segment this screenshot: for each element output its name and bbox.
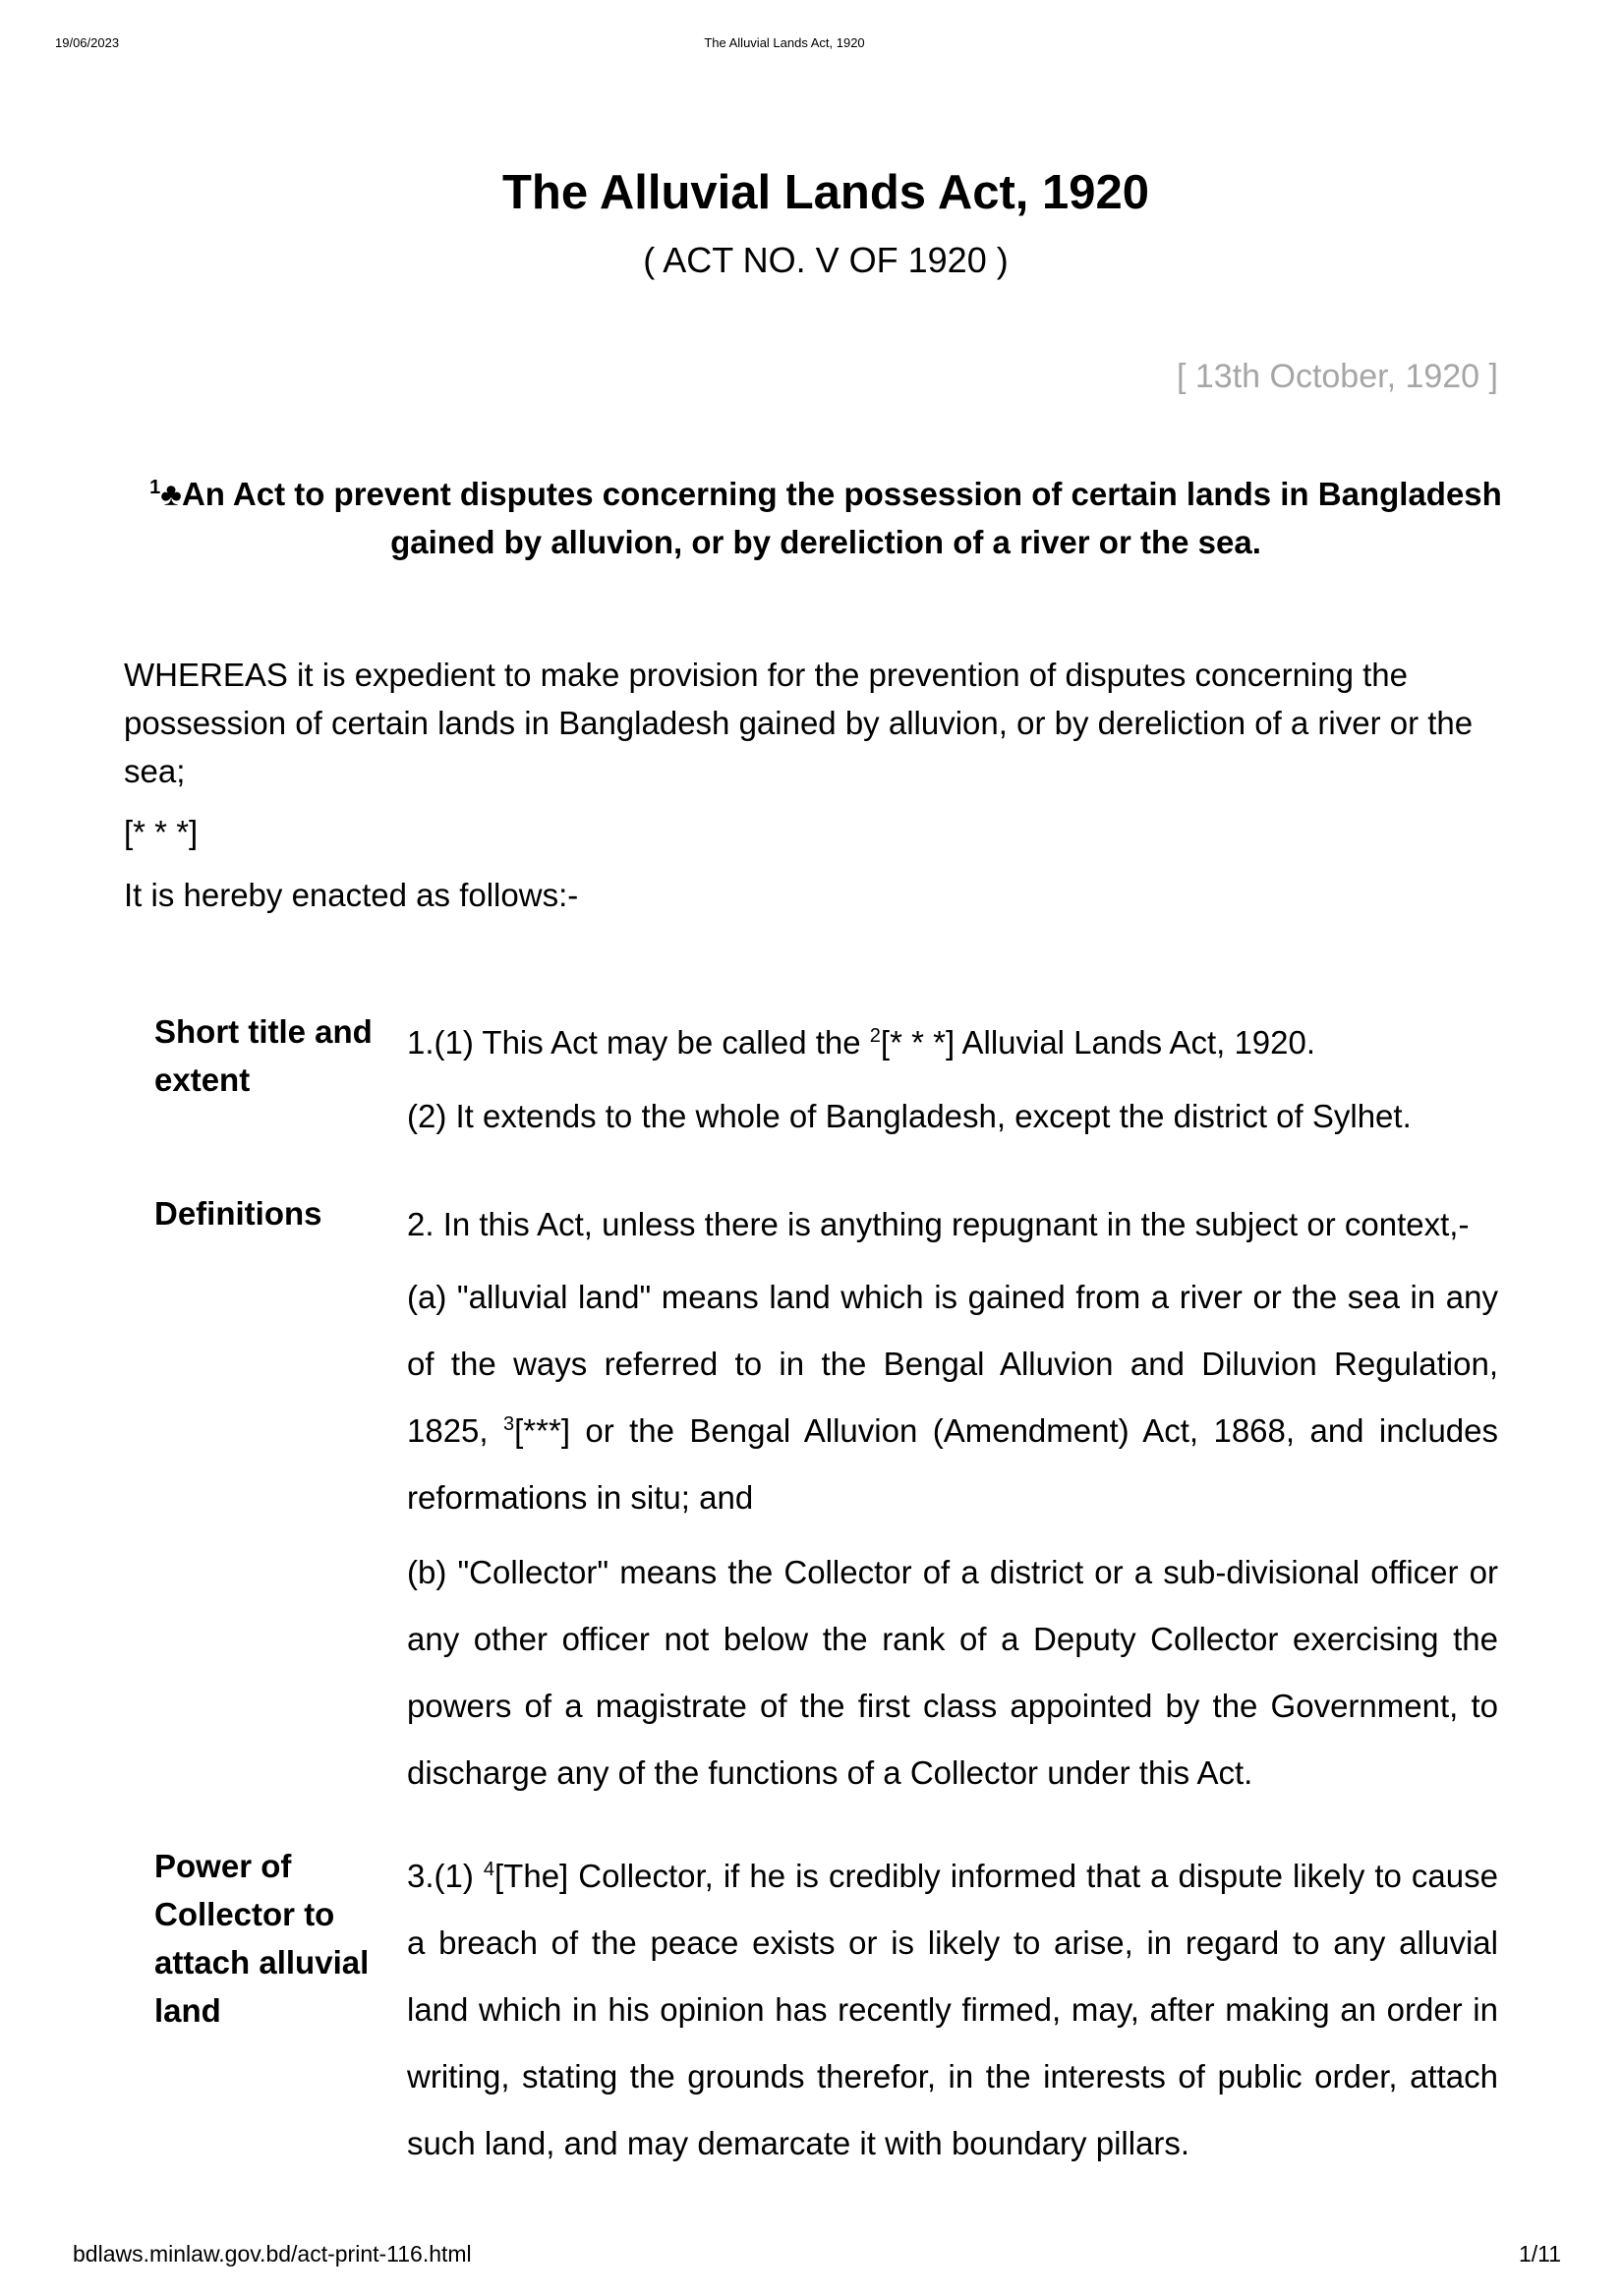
preamble-title xyxy=(128,464,1524,566)
print-footer-url: bdlaws.minlaw.gov.bd/act-print-116.html xyxy=(73,2241,472,2267)
preamble-title-text: ♣An Act to prevent disputes concerning the possession of certain lands in Bangladesh gained by alluvion, or by dereliction of a river or the sea. xyxy=(160,476,1502,560)
definition-a-text-a: (a) "alluvial land" means land which is gained from a river or the sea in any of the ways referred to in the Bengal Alluvion and Diluvion Regulation, 1825, xyxy=(407,1279,1498,1449)
act-title: The Alluvial Lands Act, 1920 xyxy=(501,166,1150,219)
definition-collector: (b) "Collector" means the Collector of a district or a sub-divisional officer or any other officer not below the rank of a Deputy Collector exercising the powers of a magistrate of the first class appointed by the Government, to discharge any of the functions of a Collector under this Act. xyxy=(407,1554,1498,1791)
enacting-clause: It is hereby enacted as follows:- xyxy=(124,877,579,913)
print-date: 19/06/2023 xyxy=(55,35,120,50)
section-1-subsection-2: (2) It extends to the whole of Bangladesh, except the district of Sylhet. xyxy=(407,1098,1412,1134)
section-1-subsection-1 xyxy=(407,1018,1498,1066)
section-3-text-b: [The] Collector, if he is credibly informed that a dispute likely to cause a breach of the peace exists or is likely to arise, in regard to any alluvial land which in his opinion has recently firmed, may, after making an order in writing, stating the grounds therefor, in the interests of public order, attach such land, and may demarcate it with boundary pillars. xyxy=(407,1858,1498,2161)
act-date: [ 13th October, 1920 ] xyxy=(1176,358,1498,395)
section-3-subsection-1 xyxy=(407,1843,1498,2177)
marginal-note-short-title: Short title and extent xyxy=(154,1013,373,1098)
section-1-text-a: 1.(1) This Act may be called the xyxy=(407,1024,870,1061)
definition-a-text-b: [***] or the Bengal Alluvion (Amendment) Act, 1868, and includes reformations in situ; and xyxy=(407,1412,1499,1516)
section-1-text-b: [* * *] Alluvial Lands Act, 1920. xyxy=(880,1024,1316,1061)
footnote-ref-2[interactable]: 2 xyxy=(869,1025,881,1047)
marginal-note-definitions: Definitions xyxy=(154,1195,322,1232)
definition-alluvial-land xyxy=(407,1264,1498,1531)
act-number: ( ACT NO. V OF 1920 ) xyxy=(643,240,1009,280)
footnote-ref-1[interactable]: 1 xyxy=(149,477,161,498)
marginal-note-power-to-attach: Power of Collector to attach alluvial land xyxy=(154,1848,370,2029)
omission-marker: [* * *] xyxy=(124,814,199,850)
footnote-ref-3[interactable]: 3 xyxy=(503,1413,515,1435)
print-header-title: The Alluvial Lands Act, 1920 xyxy=(704,35,865,50)
footnote-ref-4[interactable]: 4 xyxy=(483,1859,495,1880)
section-2-intro: 2. In this Act, unless there is anything repugnant in the subject or context,- xyxy=(407,1206,1470,1242)
section-3-text-a: 3.(1) xyxy=(407,1858,484,1894)
whereas-clause: WHEREAS it is expedient to make provision for the prevention of disputes concerning the possession of certain lands in Bangladesh gained by alluvion, or by dereliction of a river or the sea; xyxy=(124,657,1474,789)
print-page-number: 1/11 xyxy=(1518,2241,1561,2267)
